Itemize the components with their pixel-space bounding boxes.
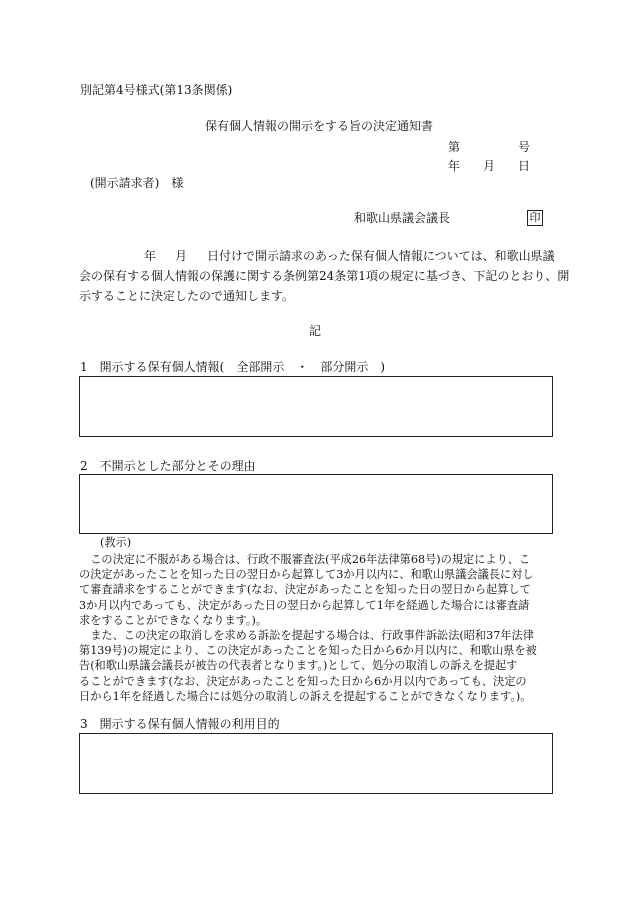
section2-box bbox=[79, 474, 553, 534]
recipient: (開示請求者) 様 bbox=[90, 176, 184, 190]
section1-label: 1 開示する保有個人情報( 全部開示 ・ 部分開示 ) bbox=[80, 360, 386, 374]
teaching-line: この決定に不服がある場合は、行政不服審査法(平成26年法律第68号)の規定により、こ bbox=[79, 553, 531, 566]
section1-box bbox=[79, 376, 553, 437]
ki-heading: 記 bbox=[309, 324, 322, 338]
teaching-line: ることができます(なお、決定があったことを知った日から6か月以内であっても、決定の bbox=[79, 674, 527, 688]
seal-mark: 印 bbox=[527, 210, 543, 226]
date-day: 日 bbox=[518, 159, 531, 173]
teaching-line: 告(和歌山県議会議長が被告の代表者となります。)として、処分の取消しの訴えを提起す bbox=[79, 659, 518, 673]
teaching-line: 日から1年を経過した場合には処分の取消しの訴えを提起することができなくなります。)。 bbox=[79, 689, 532, 703]
number-dai: 第 bbox=[448, 140, 461, 154]
teaching-paragraph-1 bbox=[79, 552, 534, 628]
date-month: 月 bbox=[483, 159, 496, 173]
issuer: 和歌山県議会議長 bbox=[354, 211, 451, 225]
intro-year: 年 bbox=[144, 249, 157, 263]
section3-label: 3 開示する保有個人情報の利用目的 bbox=[80, 717, 280, 731]
intro-line1: 日付けで開示請求のあった保有個人情報については、和歌山県議 bbox=[207, 249, 555, 263]
section2-label: 2 不開示とした部分とその理由 bbox=[80, 459, 256, 473]
teaching-paragraph-2 bbox=[79, 628, 537, 704]
date-year: 年 bbox=[448, 159, 461, 173]
intro-month: 月 bbox=[175, 249, 188, 263]
intro-line2: 会の保有する個人情報の保護に関する条例第24条第1項の規定に基づき、下記のとおり、開 bbox=[79, 269, 570, 283]
section3-box bbox=[79, 733, 553, 794]
teaching-line: て審査請求をすることができます(なお、決定があったことを知った日の翌日から起算して bbox=[79, 583, 531, 597]
form-id: 別記第4号様式(第13条関係) bbox=[80, 83, 233, 97]
teaching-line: また、この決定の取消しを求める訴訟を提起する場合は、行政事件訴訟法(昭和37年法律 bbox=[79, 629, 534, 642]
teaching-line: 3か月以内であっても、決定があった日の翌日から起算して1年を経過した場合には審査請 bbox=[79, 598, 530, 612]
teaching-header: (教示) bbox=[100, 536, 132, 549]
number-go: 号 bbox=[518, 140, 531, 154]
teaching-line: 第139号)の規定により、この決定があったことを知った日から6か月以内に、和歌山県を被 bbox=[79, 644, 537, 658]
teaching-line: 求をすることができなくなります。)。 bbox=[79, 613, 268, 627]
teaching-line: の決定があったことを知った日の翌日から起算して3か月以内に、和歌山県議会議長に対し bbox=[79, 568, 534, 582]
document-title: 保有個人情報の開示をする旨の決定通知書 bbox=[205, 119, 434, 133]
intro-line3: 示することに決定したので通知します。 bbox=[79, 289, 295, 303]
